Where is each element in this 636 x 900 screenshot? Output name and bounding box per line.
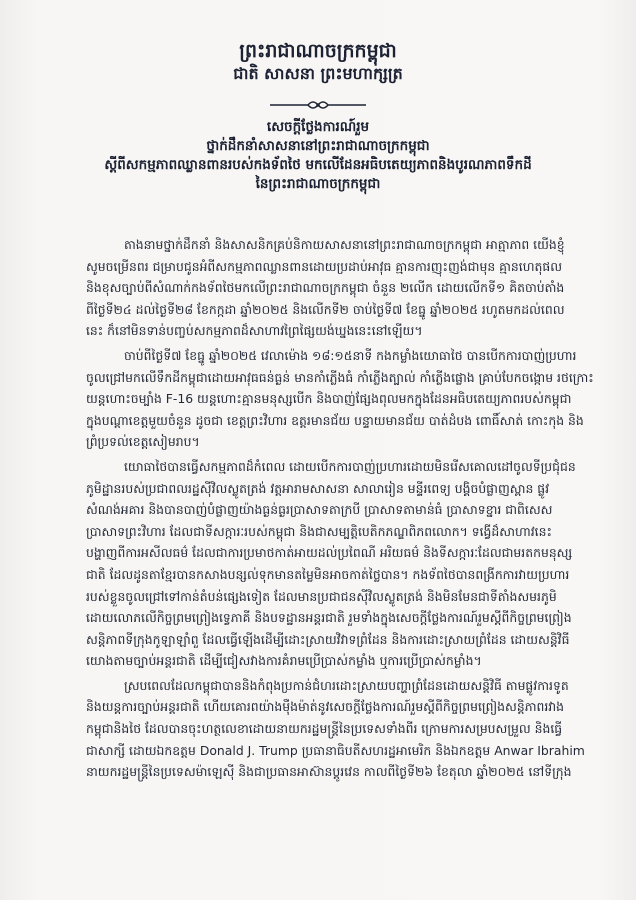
paragraph-line: និងខុសច្បាប់ពីសំណាក់កងទ័ពថៃមកលើព្រះរាជាណាចក្រកម្ពុជា ចំនួន ២លើក ដោយលើកទី១ គិតចាប់តាំង (86, 280, 565, 296)
paragraph-line: និងយន្តការច្បាប់អន្តរជាតិ ហើយគោរពយ៉ាងម៉ឺងម៉ាត់នូវសេចក្តីថ្លែងការណ៍រួមស្តីពីកិច្ចព្រមព្រៀងសន្តិភាពរវាង (86, 699, 565, 715)
paragraph-line: ដោយលោភលើកិច្ចព្រមព្រៀងទ្វេភាគី និងបទដ្ឋានអន្តរជាតិ រួមទាំងក្នុងសេចក្តីថ្លែងការណ៍រួមស្តីពីកិច្ចព្រមព្រៀង (86, 610, 572, 626)
title-line-3: ស្តីពីសកម្មភាពឈ្លានពានរបស់កងទ័ពថៃ មកលើដែនអធិបតេយ្យភាពនិងបូរណភាពទឹកដី (104, 157, 532, 173)
statement-body (86, 234, 606, 786)
paragraph-line: សន្តិភាពទីក្រុងកូឡាឡាំពួ ដែលធ្វើឡើងដើម្បីដោះស្រាយវិវាទព្រំដែន និងការដោះស្រាយព្រំដែន ដោយសន្តិវិធី (86, 631, 570, 647)
paragraph-line: តាងនាមថ្នាក់ដឹកនាំ និងសាសនិកគ្រប់និកាយសាសនានៅព្រះរាជាណាចក្រកម្ពុជា អាត្មាភាព យើងខ្ញុំ (124, 237, 565, 252)
paragraph-line: ជាតិ ដែលដូនតាខ្មែរបានកសាងបន្សល់ទុកមានតម្លៃមិនអាចកាត់ថ្លៃបាន។ កងទ័ពថៃបានពង្រីកការវាយប្រហារ (86, 566, 570, 582)
paragraph-line: បង្ហាញពីការអសីលធម៌ ដែលជាការប្រមាថកាត់អាយដល់ប្រពៃណី អរិយធម៌ និងទីសក្ការៈដែលជាមរតកមនុស្ស (86, 545, 573, 561)
paragraph (86, 456, 606, 672)
paragraph (86, 345, 606, 453)
document-header (0, 40, 636, 84)
national-motto: ជាតិ សាសនា ព្រះមហាក្សត្រ (233, 64, 403, 83)
paragraph-line: ភូមិដ្ឋានរបស់ប្រជាពលរដ្ឋស៊ីវិលស្លូតត្រង់ វត្តអារាមសាសនា សាលារៀន មន្ទីរពេទ្យ បង្គិចបំផ្លាញស្ពាន ផ្លូវ (86, 480, 550, 496)
paragraph-line: សំណង់អគារ និងបានបាញ់បំផ្លាញយ៉ាងធ្ងន់ធ្ងរប្រាសាទតាក្របី ប្រាសាទតាមាន់ធំ ប្រាសាទខ្នារ ជាពិសេស (86, 502, 553, 518)
paragraph-line: យន្តហោះចម្បាំង F-16 យន្តហោះគ្មានមនុស្សបើក និងបាញ់ផ្សែងពុលមកក្នុងដែនអធិបតេយ្យភាពរបស់កម្ពុជា (86, 391, 572, 407)
title-line-1: សេចក្តីថ្លែងការណ៍រួម (266, 119, 370, 135)
paragraph-line: កម្ពុជានិងថៃ ដែលបានចុះហត្ថលេខាដោយនាយករដ្ឋមន្ត្រីនៃប្រទេសទាំងពីរ ក្រោមការសម្របសម្រួល និងធ្វើ (86, 721, 563, 737)
paragraph-line: ក្នុងបណ្តាខេត្តមួយចំនួន ដូចជា ខេត្តព្រះវិហារ ឧត្តរមានជ័យ បន្ទាយមានជ័យ បាត់ដំបង ពោធិ៍សាត់ កោះកុង និង (86, 412, 584, 428)
paragraph-line: ស្របពេលដែលកម្ពុជាបាននិងកំពុងប្រកាន់ជំហរដោះស្រាយបញ្ហាព្រំដែនដោយសន្តិវិធី តាមផ្លូវការទូត (124, 677, 569, 693)
paragraph-line: នាយករដ្ឋមន្ត្រីនៃប្រទេសម៉ាឡេស៊ី និងជាប្រធានអាស៊ានប្តូរវេន កាលពីថ្ងៃទី២៦ ខែតុលា ឆ្នាំ២០២៥ នៅទីក្រុង (86, 764, 572, 780)
title-line-4: នៃព្រះរាជាណាចក្រកម្ពុជា (255, 176, 381, 192)
paragraph-line: ជាសាក្សី ដោយឯកឧត្តម Donald J. Trump ប្រធានាធិបតីសហរដ្ឋអាមេរិក និងឯកឧត្តម Anwar Ibrahim (86, 742, 585, 758)
paragraph-line: ព្រំប្រទល់ខេត្តសៀមរាប។ (86, 434, 200, 450)
paragraph-line: ពីថ្ងៃទី២៤ ដល់ថ្ងៃទី២៨ ខែកក្កដា ឆ្នាំ២០២៥ និងលើកទី២ ចាប់ថ្ងៃទី៧ ខែធ្នូ ឆ្នាំ២០២៥ រហូតមកដល់ពេល (86, 301, 565, 317)
kingdom-heading: ព្រះរាជាណាចក្រកម្ពុជា (239, 40, 397, 62)
paragraph-line: ចាប់ពីថ្ងៃទី៧ ខែធ្នូ ឆ្នាំ២០២៥ វេលាម៉ោង ១៨:១៥នាទី កងកម្លាំងយោធាថៃ បានបើកការបាញ់ប្រហារ (124, 347, 577, 363)
paragraph-line: សូមចម្រើនពរ ជម្រាបជូនអំពីសកម្មភាពឈ្លានពានដោយប្រដាប់អាវុធ គ្មានការញុះញង់ជាមុន គ្មានហេតុផល (86, 258, 563, 274)
paragraph-line: ចូលជ្រៅមកលើទឹកដីកម្ពុជាដោយអាវុធធន់ធ្ងន់ មានកាំភ្លើងធំ កាំភ្លើងត្បាល់ កាំភ្លើងផ្លោង គ្រាប់បែកចង្កោម រថក្រោះ (86, 369, 594, 385)
paragraph-line: របស់ខ្លួនចូលជ្រៅទៅកាន់តំបន់ផ្សេងទៀត ដែលមានប្រជាជនស៊ីវិលស្លូតត្រង់ និងមិនមែនជាទីតាំងសមរភូមិ (86, 588, 557, 604)
paragraph (86, 675, 606, 783)
paragraph-line: យោងតាមច្បាប់អន្តរជាតិ ដើម្បីជៀសវាងការគំរាមប្រើប្រាស់កម្លាំង ឬការប្រើប្រាស់កម្លាំង។ (86, 653, 482, 669)
paragraph-line: នេះ ក៏នៅមិនទាន់បញ្ចប់សកម្មភាពដ៏សាហាវព្រៃផ្សៃយង់ឃ្នងនេះនៅឡើយ។ (86, 323, 423, 339)
statement-title (40, 118, 596, 194)
ornament-divider-icon (268, 98, 368, 112)
paragraph-line: ប្រាសាទព្រះវិហារ ដែលជាទីសក្ការៈរបស់កម្ពុជា និងជាសម្បត្តិបេតិកភណ្ឌពិភពលោក។ ទង្វើដ៏សាហាវនេះ (86, 523, 552, 539)
title-line-2: ថ្នាក់ដឹកនាំសាសនានៅព្រះរាជាណាចក្រកម្ពុជា (206, 138, 430, 154)
paragraph-line: យោធាថៃបានធ្វើសកម្មភាពដ៏កំពេល ដោយបើកការបាញ់ប្រហារដោយមិនរើសគោលដៅចូលទីប្រជុំជន (124, 458, 576, 474)
paragraph (86, 234, 606, 342)
